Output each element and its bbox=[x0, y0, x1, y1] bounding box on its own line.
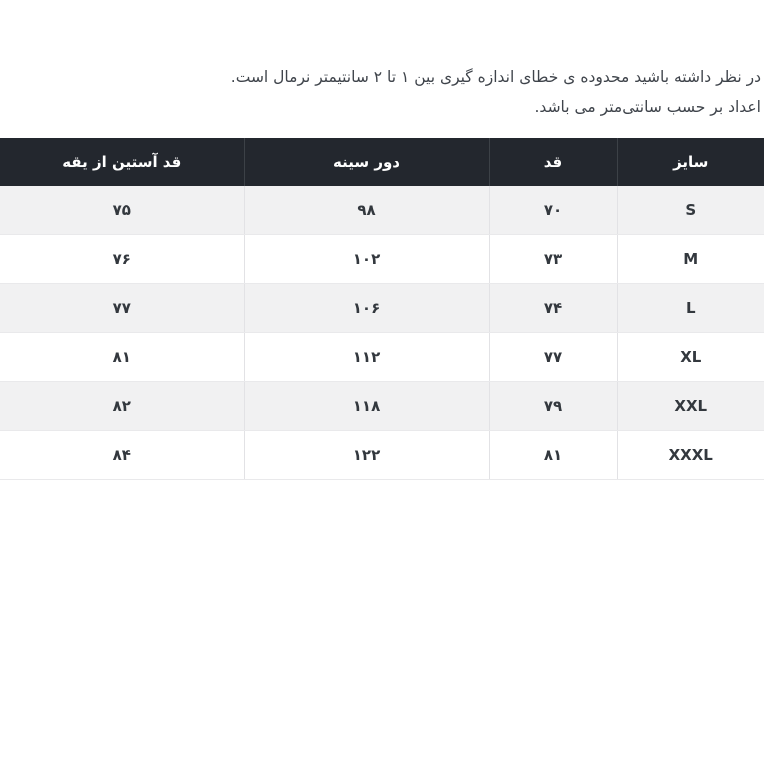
table-row-xl bbox=[0, 333, 764, 382]
cell-chest: ۱۱۸ bbox=[244, 382, 489, 431]
cell-size: L bbox=[617, 284, 764, 333]
cell-ghad: ۸۱ bbox=[489, 431, 617, 480]
cell-chest: ۱۱۲ bbox=[244, 333, 489, 382]
column-header-chest: دور سینه bbox=[244, 138, 489, 186]
column-header-ghad: قد bbox=[489, 138, 617, 186]
cell-size: M bbox=[617, 235, 764, 284]
cell-ghad: ۷۳ bbox=[489, 235, 617, 284]
cell-sleeve: ۸۱ bbox=[0, 333, 244, 382]
cell-size: S bbox=[617, 186, 764, 235]
column-header-sleeve: قد آستین از یقه bbox=[0, 138, 244, 186]
cell-size: XL bbox=[617, 333, 764, 382]
table-row-xxxl bbox=[0, 431, 764, 480]
table-row-l bbox=[0, 284, 764, 333]
cell-chest: ۹۸ bbox=[244, 186, 489, 235]
header-row bbox=[0, 138, 764, 186]
cell-chest: ۱۲۲ bbox=[244, 431, 489, 480]
cell-sleeve: ۸۲ bbox=[0, 382, 244, 431]
cell-sleeve: ۷۷ bbox=[0, 284, 244, 333]
size-chart-table bbox=[0, 138, 764, 480]
column-header-size: سایز bbox=[617, 138, 764, 186]
size-chart-header bbox=[0, 138, 764, 186]
measurement-note-line1: در نظر داشته باشید محدوده ی خطای اندازه گیری بین ۱ تا ۲ سانتیمتر نرمال است. bbox=[230, 68, 761, 86]
cell-sleeve: ۷۵ bbox=[0, 186, 244, 235]
cell-size: XXXL bbox=[617, 431, 764, 480]
cell-chest: ۱۰۲ bbox=[244, 235, 489, 284]
table-row-s bbox=[0, 186, 764, 235]
size-chart-body bbox=[0, 186, 764, 480]
cell-chest: ۱۰۶ bbox=[244, 284, 489, 333]
cell-ghad: ۷۹ bbox=[489, 382, 617, 431]
cell-ghad: ۷۰ bbox=[489, 186, 617, 235]
cell-sleeve: ۷۶ bbox=[0, 235, 244, 284]
cell-ghad: ۷۴ bbox=[489, 284, 617, 333]
table-row-xxl bbox=[0, 382, 764, 431]
measurement-note bbox=[0, 0, 764, 122]
measurement-note-line2: اعداد بر حسب سانتی‌متر می باشد. bbox=[534, 98, 761, 116]
cell-sleeve: ۸۴ bbox=[0, 431, 244, 480]
table-row-m bbox=[0, 235, 764, 284]
cell-size: XXL bbox=[617, 382, 764, 431]
cell-ghad: ۷۷ bbox=[489, 333, 617, 382]
